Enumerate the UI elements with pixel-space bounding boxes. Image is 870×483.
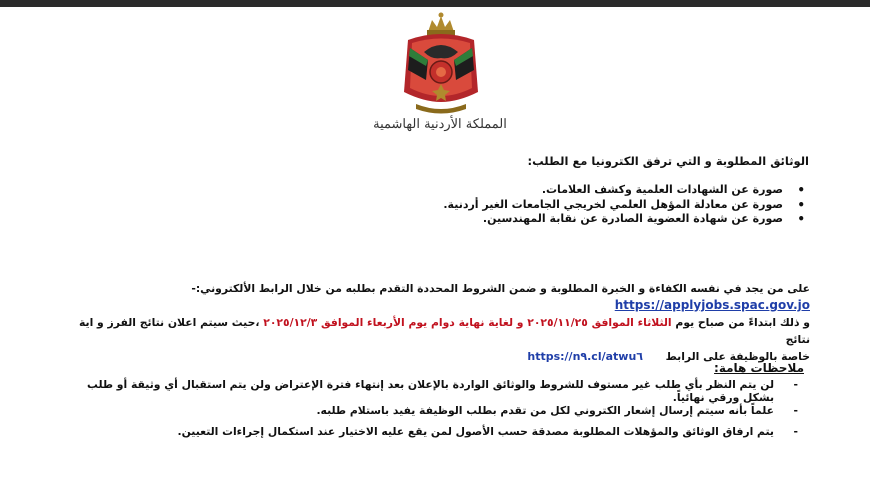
- documents-list: [109, 183, 809, 227]
- list-item: • صورة عن معادلة المؤهل العلمي لخريجي الجامعات الغير أردنية.: [443, 197, 805, 212]
- notes-list: [64, 378, 804, 438]
- jordan-coat-of-arms-icon: [398, 10, 484, 118]
- notes-title: ملاحظات هامة:: [714, 361, 804, 375]
- application-line-1: على من يجد في نفسه الكفاءة و الخبرة المطلوبة و ضمن الشروط المحددة التقدم بطلبه من خلال الرابط الألكتروني:- https://applyjobs.spac.gov.jo: [191, 282, 810, 312]
- application-dates: الثلاثاء الموافق ٢٠٢٥/١١/٢٥ و لغاية نهاية دوام يوم الأربعاء الموافق ٢٠٢٥/١٢/٣: [263, 316, 672, 329]
- results-link[interactable]: https://n٩.cl/atwu٦: [527, 350, 644, 363]
- dash-icon: -: [793, 378, 798, 391]
- bullet-icon: •: [797, 183, 805, 197]
- bullet-icon: •: [797, 197, 805, 212]
- apply-link[interactable]: https://applyjobs.spac.gov.jo: [614, 298, 810, 312]
- documents-heading: الوثائق المطلوبة و التي ترفق الكترونيا مع الطلب:: [527, 154, 809, 168]
- dash-icon: -: [793, 404, 798, 417]
- application-line-2: و ذلك ابتداءً من صباح يوم الثلاثاء الموافق ٢٠٢٥/١١/٢٥ و لغاية نهاية دوام يوم الأربعاء الموافق ٢٠٢٥/١٢/٣ ،حيث سيتم اعلان نتائج الفرز و اية نتائج: [78, 316, 810, 346]
- top-bar: [0, 0, 870, 7]
- list-item: - علماً بأنه سيتم إرسال إشعار الكتروني لكل من تقدم بطلب الوظيفة يفيد باستلام طلبه.: [316, 404, 798, 417]
- application-line-3: خاصة بالوظيفة على الرابط https://n٩.cl/atwu٦: [527, 350, 810, 363]
- application-paragraph: [70, 280, 810, 365]
- kingdom-name: المملكة الأردنية الهاشمية: [373, 117, 507, 132]
- dash-icon: -: [793, 425, 798, 438]
- list-item: • صورة عن الشهادات العلمية وكشف العلامات.: [541, 183, 805, 197]
- list-item: - لن يتم النظر بأي طلب غير مستوف للشروط والوثائق الواردة بالإعلان بعد إنتهاء فترة الإعتراض ولن يتم استقبال أي وثيقة أو طلب بشكل ورقي نهائياً.: [87, 378, 798, 404]
- bullet-icon: •: [797, 212, 805, 226]
- list-item: - يتم ارفاق الوثائق والمؤهلات المطلوبة مصدقة حسب الأصول لمن يقع عليه الاختيار عند استكمال إجراءات التعيين.: [177, 425, 798, 438]
- list-item: • صورة عن شهادة العضوية الصادرة عن نقابة المهندسين.: [482, 212, 805, 226]
